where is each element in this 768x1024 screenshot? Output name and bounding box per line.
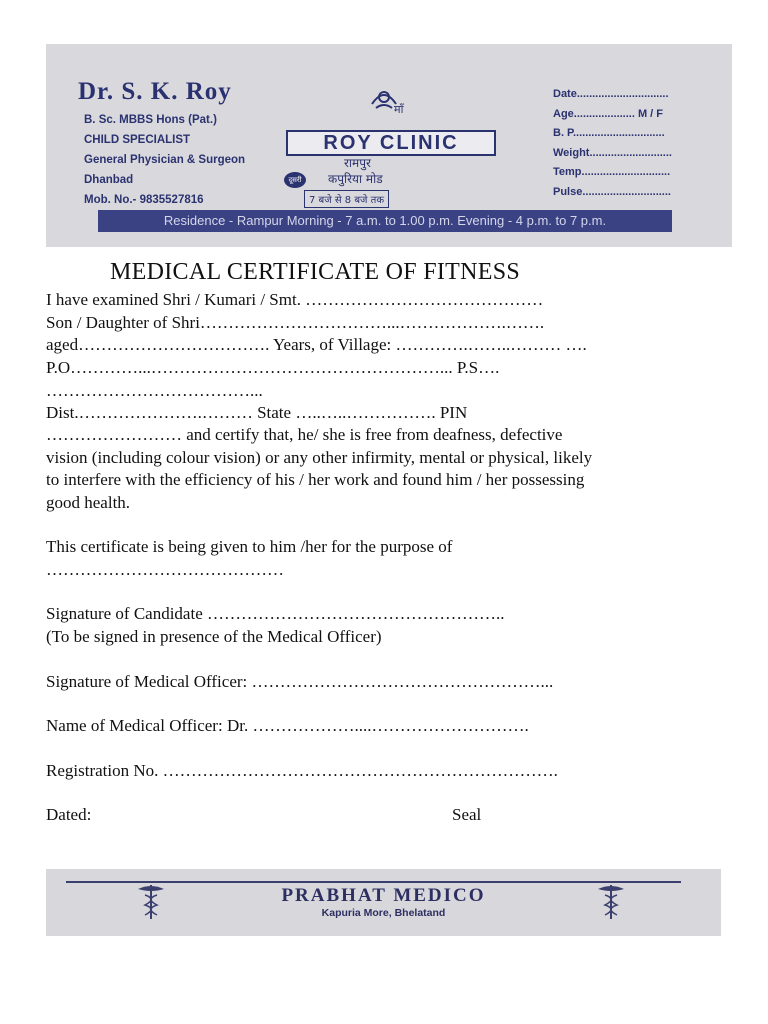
signature-note: (To be signed in presence of the Medical Officer) xyxy=(46,627,382,646)
purpose-line: This certificate is being given to him /her for the purpose of xyxy=(46,537,453,556)
qualification-city: Dhanbad xyxy=(84,174,134,186)
clinic-town: रामपुर xyxy=(344,156,371,170)
examined-line: I have examined Shri / Kumari / Smt. …………………………………… xyxy=(46,290,544,309)
seal-label: Seal xyxy=(452,805,482,824)
clinic-letterhead xyxy=(46,44,732,247)
doctor-name: Dr. S. K. Roy xyxy=(78,78,232,105)
officer-name-line: Name of Medical Officer: Dr. ………………....………………………. xyxy=(46,716,529,735)
doctor-qualifications xyxy=(84,110,245,210)
location-badge: दूसरी xyxy=(284,172,306,188)
candidate-signature-line: Signature of Candidate …………………………………………….. xyxy=(46,604,505,623)
vitals-pulse: Pulse............................. xyxy=(553,185,671,198)
certify-line: to interfere with the efficiency of his / her work and found him / her possessing xyxy=(46,470,585,489)
devotion-text: माँ xyxy=(394,103,404,116)
doctor-mobile: Mob. No.- 9835527816 xyxy=(84,194,204,206)
vitals-age: Age.................... M / F xyxy=(553,107,664,120)
age-village-line: aged……………………………. Years, of Village: ………….……..……… …. xyxy=(46,335,587,354)
district-state-line: Dist.………………….……… State …..…..……………. PIN xyxy=(46,403,468,422)
qualification-degree: B. Sc. MBBS Hons (Pat.) xyxy=(84,114,217,126)
vitals-temp: Temp............................. xyxy=(553,166,671,178)
pharmacy-name: PRABHAT MEDICO xyxy=(281,885,486,906)
certify-line: vision (including colour vision) or any other infirmity, mental or physical, likely xyxy=(46,448,593,467)
vitals-fields xyxy=(553,88,672,205)
parent-line: Son / Daughter of Shri……………………………...……………….……. xyxy=(46,313,545,332)
certify-line: good health. xyxy=(46,493,131,512)
police-station-line: ………………………………... xyxy=(46,381,263,400)
post-office-line: P.O…………...……………………………………………... P.S…. xyxy=(46,358,500,377)
certificate-title: MEDICAL CERTIFICATE OF FITNESS xyxy=(110,259,521,285)
pharmacy-address: Kapuria More, Bhelatand xyxy=(321,907,446,919)
pharmacy-footer xyxy=(46,869,721,936)
vitals-date: Date.............................. xyxy=(553,88,669,100)
vitals-weight: Weight........................... xyxy=(553,146,672,159)
dated-label: Dated: xyxy=(46,805,92,824)
certify-line: …………………… and certify that, he/ she is free from deafness, defective xyxy=(46,425,563,444)
qualification-specialty: CHILD SPECIALIST xyxy=(84,134,191,146)
vitals-bp: B. P.............................. xyxy=(553,127,665,139)
qualification-practice: General Physician & Surgeon xyxy=(84,154,246,166)
clinic-name: ROY CLINIC xyxy=(286,130,496,156)
residence-timing-bar: Residence - Rampur Morning - 7 a.m. to 1.00 p.m. Evening - 4 p.m. to 7 p.m. xyxy=(98,210,672,232)
purpose-blank: …………………………………… xyxy=(46,560,284,579)
registration-line: Registration No. ……………………………………………………………. xyxy=(46,761,558,780)
second-location-timing: 7 बजे से 8 बजे तक xyxy=(304,190,389,208)
second-location-name: कपुरिया मोड xyxy=(328,172,383,186)
officer-signature-line: Signature of Medical Officer: ……………………………………………... xyxy=(46,672,554,691)
